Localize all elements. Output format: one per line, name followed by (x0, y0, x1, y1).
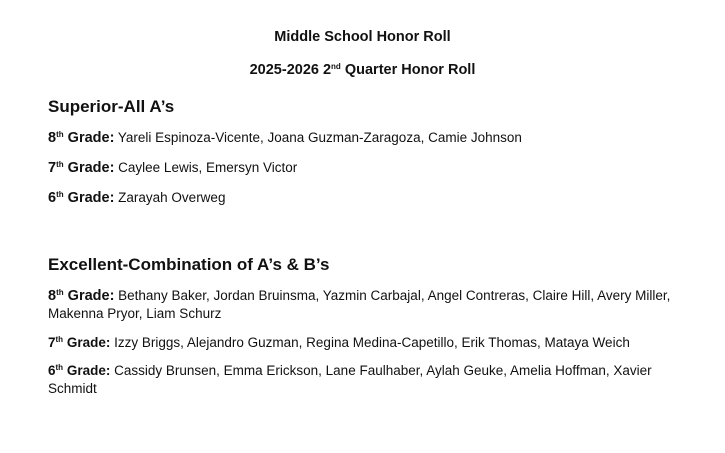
grade-label (48, 288, 114, 304)
grade-label (48, 160, 114, 176)
student-list: Cassidy Brunsen, Emma Erickson, Lane Faulhaber, Aylah Geuke, Amelia Hoffman, Xavier Schmidt (48, 363, 652, 396)
grade-word: Grade: (63, 160, 115, 176)
student-list: Izzy Briggs, Alejandro Guzman, Regina Medina-Capetillo, Erik Thomas, Mataya Weich (110, 335, 630, 350)
grade-suffix: th (56, 190, 64, 199)
grade-row-excellent-8 (48, 287, 678, 323)
document-subtitle (0, 62, 725, 78)
student-list: Yareli Espinoza-Vicente, Joana Guzman-Zaragoza, Camie Johnson (114, 130, 522, 145)
grade-number: 8 (48, 288, 57, 304)
grade-suffix: th (56, 288, 64, 297)
grade-suffix: th (56, 130, 64, 139)
student-list: Bethany Baker, Jordan Bruinsma, Yazmin Carbajal, Angel Contreras, Claire Hill, Avery Miller, Makenna Pryor, Liam Schurz (48, 288, 671, 321)
grade-row-superior-7 (48, 159, 678, 177)
grade-number: 8 (48, 130, 57, 146)
grade-word: Grade: (63, 335, 111, 350)
grade-word: Grade: (63, 190, 115, 206)
subtitle-lead: 2025-2026 2 (249, 62, 332, 78)
grade-label (48, 130, 114, 146)
student-list: Caylee Lewis, Emersyn Victor (114, 160, 298, 175)
grade-suffix: th (55, 335, 64, 344)
grade-label (48, 335, 110, 350)
subtitle-ordinal-suffix: nd (331, 62, 341, 71)
grade-word: Grade: (63, 288, 115, 304)
grade-row-superior-8 (48, 129, 678, 147)
grade-word: Grade: (63, 363, 111, 378)
grade-row-excellent-6 (48, 362, 678, 398)
grade-number: 7 (48, 335, 56, 350)
grade-suffix: th (55, 363, 64, 372)
grade-label (48, 190, 114, 206)
grade-number: 6 (48, 190, 57, 206)
grade-row-excellent-7 (48, 334, 678, 352)
grade-row-superior-6 (48, 189, 678, 207)
student-list: Zarayah Overweg (114, 190, 226, 205)
grade-suffix: th (56, 160, 64, 169)
grade-number: 7 (48, 160, 57, 176)
grade-number: 6 (48, 363, 56, 378)
grade-word: Grade: (63, 130, 115, 146)
document-title: Middle School Honor Roll (274, 29, 451, 45)
subtitle-rest: Quarter Honor Roll (340, 62, 476, 78)
grade-label (48, 363, 110, 378)
section-heading-excellent: Excellent-Combination of A’s & B’s (48, 255, 330, 274)
section-heading-superior: Superior-All A’s (48, 97, 175, 116)
